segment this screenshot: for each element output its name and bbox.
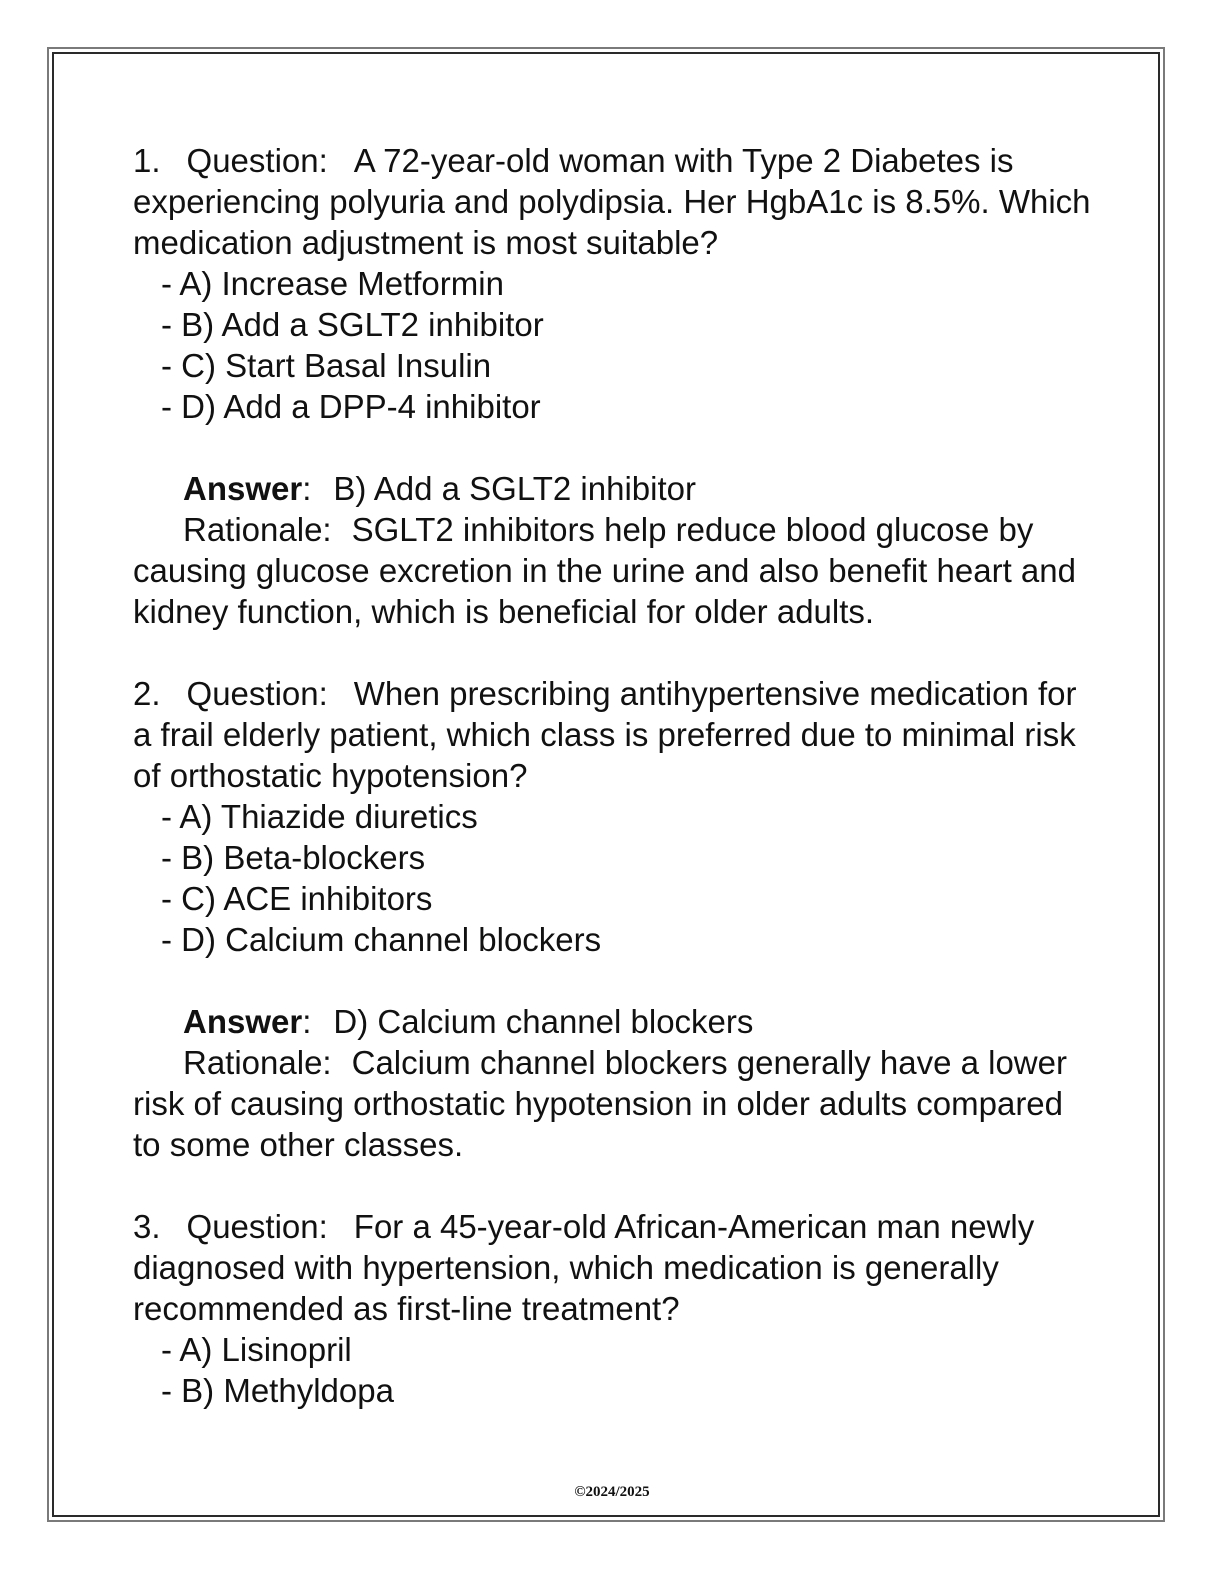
option-item: - D) Calcium channel blockers bbox=[161, 921, 602, 958]
spacer bbox=[133, 1165, 1093, 1206]
option-item: - C) ACE inhibitors bbox=[161, 880, 433, 917]
question-label: Question: bbox=[186, 1208, 328, 1245]
question-body: When prescribing antihypertensive medication for a frail elderly patient, which class is preferred due to minimal risk of orthostatic hypotension? bbox=[133, 675, 1077, 794]
answer-label: Answer bbox=[183, 1003, 303, 1040]
option-list bbox=[133, 1329, 1093, 1411]
question-text bbox=[133, 140, 1093, 263]
answer-colon: : bbox=[302, 1003, 312, 1040]
option-item: - A) Thiazide diuretics bbox=[161, 798, 478, 835]
question-number: 3. bbox=[133, 1208, 161, 1245]
answer-line bbox=[133, 1001, 1093, 1042]
option-list bbox=[133, 263, 1093, 427]
question-block-3 bbox=[133, 1206, 1093, 1411]
rationale bbox=[133, 1042, 1093, 1165]
option-item: - D) Add a DPP-4 inhibitor bbox=[161, 388, 541, 425]
answer-colon: : bbox=[302, 470, 312, 507]
answer-value: B) Add a SGLT2 inhibitor bbox=[333, 470, 696, 507]
rationale-label: Rationale: bbox=[183, 1044, 332, 1081]
rationale-label: Rationale: bbox=[183, 511, 332, 548]
question-number: 2. bbox=[133, 675, 161, 712]
option-list bbox=[133, 796, 1093, 960]
option-item: - B) Beta-blockers bbox=[161, 839, 426, 876]
question-text bbox=[133, 1206, 1093, 1329]
option-item: - C) Start Basal Insulin bbox=[161, 347, 492, 384]
option-item: - B) Add a SGLT2 inhibitor bbox=[161, 306, 544, 343]
question-body: A 72-year-old woman with Type 2 Diabetes is experiencing polyuria and polydipsia. Her HgbA1c is 8.5%. Which medication adjustment is most suitable? bbox=[133, 142, 1091, 261]
spacer bbox=[133, 632, 1093, 673]
question-number: 1. bbox=[133, 142, 161, 179]
answer-line bbox=[133, 468, 1093, 509]
question-label: Question: bbox=[186, 142, 328, 179]
answer-value: D) Calcium channel blockers bbox=[333, 1003, 754, 1040]
question-text bbox=[133, 673, 1093, 796]
question-block-1 bbox=[133, 140, 1093, 632]
answer-label: Answer bbox=[183, 470, 303, 507]
copyright-footer: ©2024/2025 bbox=[574, 1484, 650, 1500]
option-item: - A) Increase Metformin bbox=[161, 265, 504, 302]
option-item: - B) Methyldopa bbox=[161, 1372, 394, 1409]
option-item: - A) Lisinopril bbox=[161, 1331, 352, 1368]
rationale-text: SGLT2 inhibitors help reduce blood glucose by causing glucose excretion in the urine and also benefit heart and kidney function, which is beneficial for older adults. bbox=[133, 511, 1076, 630]
question-label: Question: bbox=[186, 675, 328, 712]
rationale-text: Calcium channel blockers generally have a lower risk of causing orthostatic hypotension in older adults compared to some other classes. bbox=[133, 1044, 1067, 1163]
document-content bbox=[133, 140, 1093, 1411]
spacer bbox=[133, 960, 1093, 1001]
spacer bbox=[133, 427, 1093, 468]
rationale bbox=[133, 509, 1093, 632]
question-block-2 bbox=[133, 673, 1093, 1165]
question-body: For a 45-year-old African-American man newly diagnosed with hypertension, which medication is generally recommended as first-line treatment? bbox=[133, 1208, 1035, 1327]
